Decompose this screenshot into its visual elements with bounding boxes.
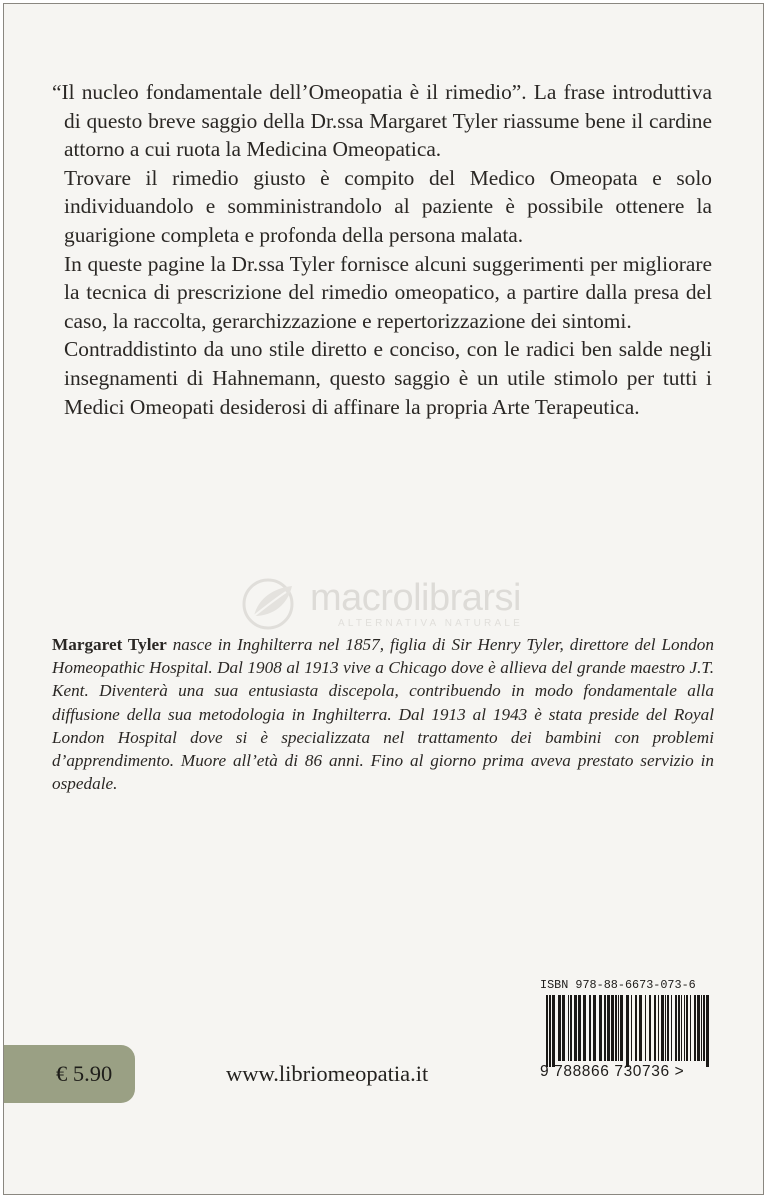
barcode-bar xyxy=(703,995,705,1061)
barcode-bar xyxy=(667,995,669,1061)
barcode-bar xyxy=(568,995,569,1061)
publisher-website: www.libriomeopatia.it xyxy=(226,1061,429,1086)
barcode-bar xyxy=(671,995,672,1061)
leaf-logo-icon xyxy=(240,576,302,632)
barcode-bar xyxy=(686,995,688,1061)
barcode-bar xyxy=(583,995,586,1061)
barcode-bar xyxy=(562,995,565,1061)
isbn-label: ISBN 978-88-6673-073-6 xyxy=(540,978,696,992)
author-bio xyxy=(52,633,714,795)
barcode-bar xyxy=(558,995,561,1061)
blurb-paragraph-2: Trovare il rimedio giusto è compito del Medico Omeopata e solo individuandolo e somministrandolo al paziente è possibile ottenere la guarigione completa e profonda della persona malata. xyxy=(64,165,712,247)
barcode-bar xyxy=(570,995,572,1061)
barcode-bar xyxy=(706,995,709,1067)
barcode-bar xyxy=(665,995,666,1061)
barcode-bar xyxy=(690,995,691,1061)
barcode-bar xyxy=(578,995,581,1061)
blurb-paragraph-4: Contraddistinto da uno stile diretto e conciso, con le radici ben salde negli insegnamenti di Hahnemann, questo saggio è un utile stimolo per tutti i Medici Omeopati desiderosi di affinare la propria Arte Terapeutica. xyxy=(64,337,712,419)
barcode-bar xyxy=(599,995,602,1061)
barcode-bar xyxy=(549,995,551,1067)
barcode-bar xyxy=(615,995,617,1061)
barcode-bar xyxy=(620,995,623,1061)
barcode-bar xyxy=(678,995,680,1061)
barcode-bar xyxy=(635,995,637,1061)
barcode-bar xyxy=(654,995,656,1061)
price-tag: € 5.90 xyxy=(4,1045,135,1103)
watermark-tagline: ALTERNATIVA NATURALE xyxy=(338,618,523,629)
barcode-bar xyxy=(574,995,577,1061)
barcode-bar xyxy=(658,995,659,1061)
barcode-bar xyxy=(589,995,591,1061)
barcode-bar xyxy=(697,995,700,1061)
barcode-digits: 9 788866 730736 > xyxy=(540,1063,685,1080)
back-cover xyxy=(3,3,764,1195)
barcode-bar xyxy=(607,995,610,1061)
watermark-name: macrolibrarsi xyxy=(310,577,521,619)
barcode-bar xyxy=(611,995,614,1061)
barcode-bar xyxy=(675,995,677,1061)
isbn-barcode xyxy=(540,978,740,1108)
barcode-bar xyxy=(684,995,685,1061)
barcode-bar xyxy=(552,995,555,1067)
author-name: Margaret Tyler xyxy=(52,635,167,654)
barcode-bar xyxy=(604,995,606,1061)
barcode-bars xyxy=(544,995,714,1067)
barcode-bar xyxy=(694,995,696,1061)
barcode-bar xyxy=(701,995,702,1061)
barcode-bar xyxy=(661,995,664,1061)
author-bio-text: nasce in Inghilterra nel 1857, figlia di Sir Henry Tyler, direttore del London Homeopathic Hospital. Dal 1908 al 1913 vive a Chicago dove è allieva del grande maestro J.T. Kent. Diventerà una sua entusiasta discepola, contribuendo in modo fondamentale alla diffusione della sua metodologia in Inghilterra. Dal 1913 al 1943 è stata preside del Royal London Hospital dove si è specializzata nel trattamento dei bambini con problemi d’apprendimento. Muore all’età di 86 anni. Fino al giorno prima aveva prestato servizio in ospedale. xyxy=(52,635,714,794)
blurb-paragraph-3: In queste pagine la Dr.ssa Tyler fornisce alcuni suggerimenti per migliorare la tecnica di prescrizione del rimedio omeopatico, a partire dalla presa del caso, la raccolta, gerarchizzazione e repertorizzazione dei sintomi. xyxy=(64,251,712,333)
barcode-bar xyxy=(631,995,632,1061)
barcode-bar xyxy=(626,995,629,1067)
barcode-bar xyxy=(546,995,548,1067)
barcode-bar xyxy=(681,995,682,1061)
barcode-bar xyxy=(618,995,619,1061)
blurb xyxy=(52,78,712,421)
macrolibrarsi-watermark xyxy=(240,574,540,634)
blurb-paragraph-1: “Il nucleo fondamentale dell’Omeopatia è il rimedio”. La frase introduttiva di questo breve saggio della Dr.ssa Margaret Tyler riassume bene il cardine attorno a cui ruota la Medicina Omeopatica. xyxy=(52,80,712,162)
barcode-bar xyxy=(645,995,646,1061)
barcode-bar xyxy=(593,995,596,1061)
barcode-bar xyxy=(639,995,642,1061)
barcode-bar xyxy=(649,995,651,1061)
